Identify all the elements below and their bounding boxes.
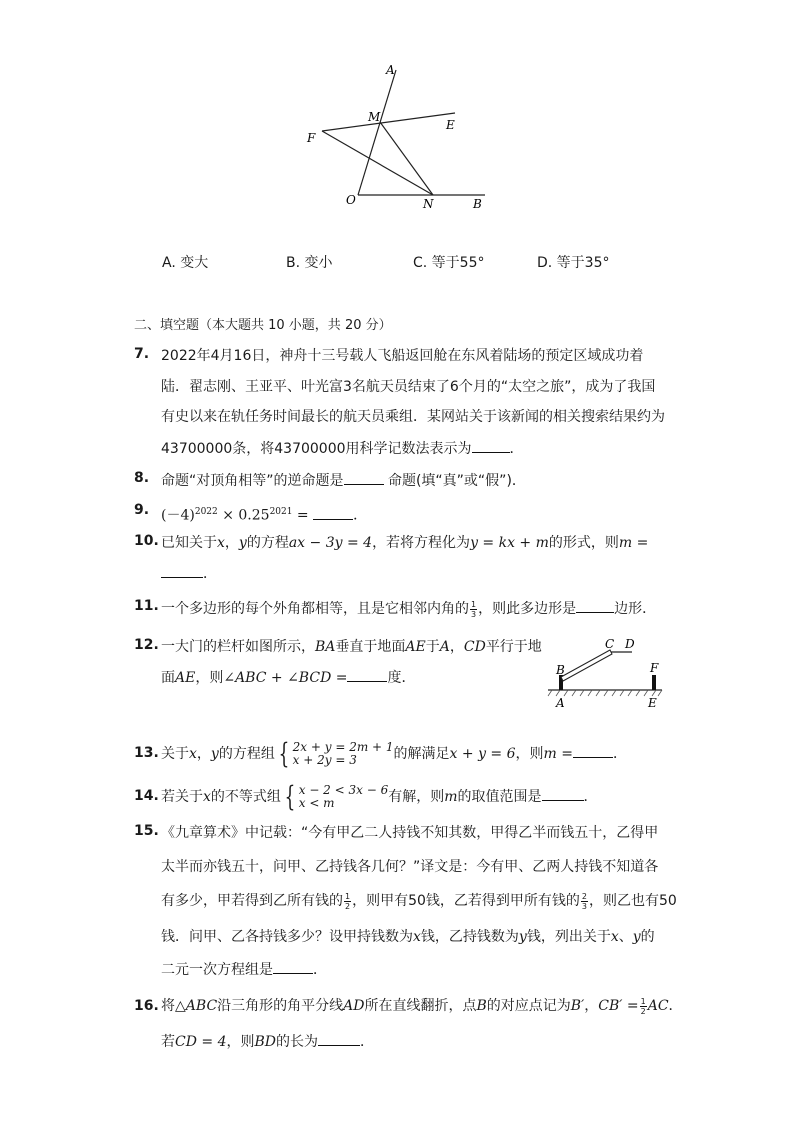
bar-BC [561,650,612,681]
q12-text-e: 平行于地 [485,639,542,655]
q15-var-y2: y [632,929,641,945]
q16-text-d: 的对应点记为 [486,998,571,1014]
q16-CD: CD = 4 [175,1034,227,1050]
q13-text-a: 关于 [161,746,189,762]
q12-CD: CD [463,639,486,655]
q15-var-x2: x [610,929,619,945]
q14-text-d: 的取值范围是 [457,789,542,805]
label-N: N [423,197,434,211]
q12-text-c: 于 [425,639,440,655]
q15-f1-den: 2 [345,901,351,911]
q15-text-f: 钱，列出关于 [526,929,611,945]
q16-CBprime: CB′ = [598,998,639,1014]
q7-number: 7. [134,346,150,362]
q9-eq: = [292,507,314,524]
fig-label-D: D [625,637,635,651]
q15-answer-blank[interactable] [273,959,313,974]
q9-line [161,502,367,526]
q10-number: 10. [134,533,159,549]
q16-text-c: 所在直线翻折，点 [364,998,477,1014]
q14-m: m [444,789,458,805]
q8-answer-blank[interactable] [344,470,384,485]
q12-line2 [161,667,415,688]
q7-line3: 有史以来在轨任务时间最长的航天员乘组．某网站关于该新闻的相关搜索结果约为 [161,409,665,425]
q11-line [161,598,656,619]
q12-BA: BA [315,639,336,655]
q15-text-i: 二元一次方程组是 [161,962,273,978]
q15-line2: 太半而亦钱五十，问甲、乙持钱各几何？”译文是：今有甲、乙两人持钱不知道各 [161,859,659,875]
q13-text-d: ，则 [515,746,544,762]
q15-f2-num: 2 [581,891,588,901]
q8-text-b: 命题(填“真”或“假”)． [383,473,526,489]
q14-var-x: x [203,789,211,805]
q12-A: A [439,639,450,655]
q15-text-h: 的 [640,929,655,945]
fig-label-B: B [556,663,565,677]
q14-text-c: 有解，则 [388,789,445,805]
fig-label-A: A [556,696,565,710]
q13-system: { 2x + y = 2m + 1 x + 2y = 3 [278,737,394,770]
q16-number: 16. [134,998,159,1014]
q10-equation: ax − 3y = 4 [288,535,373,551]
q13-var-y: y [210,746,219,762]
q15-text-a: 有多少，甲若得到乙所有钱的 [161,893,343,909]
q10-answer-blank[interactable] [161,563,203,578]
q16-end: ． [360,1034,374,1050]
q10-end: ． [203,566,217,582]
q7-line4 [161,438,524,459]
fig-label-E: E [648,696,657,710]
q16-text-i: 的长为 [276,1034,318,1050]
q13-m: m = [543,746,573,762]
q15-f2-den: 3 [581,901,588,911]
q11-text-a: 一个多边形的每个外角都相等，且是它相邻内角的 [161,601,469,617]
q11-fraction [470,600,477,619]
q13-line [161,737,627,771]
q15-line1: 《九章算术》中记载：“今有甲乙二人持钱不知其数，甲得乙半而钱五十，乙得甲 [161,825,659,841]
q8-line [161,470,526,491]
q16-fraction [640,997,647,1016]
option-d[interactable]: D. 等于35° [537,255,610,271]
q15-f1-num: 1 [345,891,351,901]
q9-exp1: 2022 [194,507,218,517]
line-OA [358,70,396,195]
q15-text-g: 、 [618,929,633,945]
line-FE [322,113,455,131]
q12-line1 [161,637,542,657]
fig-label-F: F [650,661,659,675]
q9-end: ． [353,507,368,524]
section-title: 二、填空题（本大题共 10 小题，共 20 分） [134,318,392,333]
q15-line3 [161,891,677,911]
label-B: B [473,197,482,211]
q11-frac-num: 1 [471,599,477,609]
q16-text-e: ， [584,998,599,1014]
q16-AC: AC [647,998,669,1014]
q13-eq1: 2x + y = 2m + 1 [292,740,394,754]
gate-figure [540,632,670,712]
q11-number: 11. [134,598,159,614]
q13-eq2: x + 2y = 3 [292,753,357,767]
q14-answer-blank[interactable] [542,786,584,801]
q10-var-x: x [217,535,225,551]
q15-number: 15. [134,823,159,839]
q14-ineq1: x − 2 < 3x − 6 [298,783,389,797]
q15-text-d: 钱．问甲、乙各持钱多少？设甲持钱数为 [161,929,413,945]
q15-text-b: ，则甲有50钱，乙若得到甲所有钱的 [352,893,580,909]
q16-line1 [161,996,683,1016]
q14-end: ． [583,789,598,805]
q7-line4-text: 43700000条，将43700000用科学记数法表示为 [161,441,472,457]
q16-ABC: ABC [185,998,218,1014]
option-c[interactable]: C. 等于55° [413,255,485,271]
q13-number: 13. [134,745,159,761]
q12-AE: AE [405,639,426,655]
q16-text-a: 将△ [161,998,186,1014]
q12-text-b: 垂直于地面 [335,639,406,655]
q10-text-a: 已知关于 [161,535,217,551]
q16-BD: BD [254,1034,276,1050]
q13-var-x: x [189,746,197,762]
q10-line1 [161,533,648,553]
q16-text-h: ，则 [226,1034,255,1050]
q13-end: ． [613,746,627,762]
q9-number: 9. [134,502,150,518]
option-a[interactable]: A. 变大 [162,255,209,271]
q13-condition: x + y = 6 [449,746,516,762]
label-A: A [386,63,395,77]
q16-B: B [476,998,487,1014]
q13-text-b: 的方程组 [218,746,275,762]
q14-number: 14. [134,788,159,804]
q7-line2: 陆．翟志刚、王亚平、叶光富3名航天员结束了6个月的“太空之旅”，成为了我国 [161,379,656,395]
q10-text-c: ，若将方程化为 [372,535,471,551]
q15-text-e: 钱，乙持钱数为 [420,929,519,945]
q10-m: m = [618,535,649,551]
q8-text-a: 命题“对顶角相等”的逆命题是 [161,473,344,489]
q12-expression: ∠ABC + ∠BCD = [223,670,348,686]
option-b[interactable]: B. 变小 [286,255,333,271]
q14-line [161,780,598,814]
q16-text-f: ． [668,998,683,1014]
q7-line1: 2022年4月16日，神舟十三号载人飞船返回舱在东风着陆场的预定区域成功着 [161,348,644,364]
q16-line2 [161,1031,374,1052]
q15-end: ． [313,962,327,978]
q11-text-c: 边形． [614,601,657,617]
q12-answer-blank[interactable] [347,667,387,682]
q14-text-a: 若关于 [161,789,203,805]
q16-answer-blank[interactable] [318,1031,360,1046]
q16-text-g: 若 [161,1034,175,1050]
q15-line5 [161,959,327,980]
label-F: F [307,131,316,145]
q12-number: 12. [134,637,159,653]
q10-text-b: 的方程 [246,535,289,551]
q9-exp2: 2021 [269,507,293,517]
q11-frac-den: 3 [471,609,477,619]
q12-text-d: ， [449,639,464,655]
q10-form: y = kx + m [470,535,549,551]
label-M: M [368,110,381,124]
q15-fraction-1 [344,892,351,911]
post-FE [652,675,656,690]
q12-text-f: 面 [161,670,175,686]
q16-frac-den: 2 [640,1006,646,1016]
label-O: O [346,193,356,207]
q12-text-a: 一大门的栏杆如图所示， [161,639,315,655]
q10-line2 [161,563,217,584]
q11-text-b: ，则此多边形是 [478,601,577,617]
q16-Bprime: B′ [570,998,585,1014]
label-E: E [446,118,455,132]
q9-base2: × 0.25 [217,507,270,524]
q14-ineq2: x < m [298,796,335,810]
q10-var-y: y [238,535,247,551]
q12-text-h: 度． [387,670,416,686]
q16-AD: AD [343,998,365,1014]
angle-figure [300,58,500,218]
q9-answer-blank[interactable] [313,505,353,520]
q12-AE-2: AE [175,670,196,686]
fig-label-C: C [605,637,615,651]
q9-base1: (－4) [161,507,195,524]
q16-frac-num: 1 [640,996,646,1006]
q12-text-g: ，则 [195,670,224,686]
q7-line4-end: ． [509,441,524,457]
q15-fraction-2 [581,892,588,911]
q14-system: { x − 2 < 3x − 6 x < m [284,780,389,813]
q8-number: 8. [134,470,150,486]
line-MN [380,122,433,195]
q15-text-c: ，则乙也有50 [589,893,677,909]
q14-text-b: 的不等式组 [210,789,281,805]
q15-line4 [161,927,655,947]
q15-var-x: x [413,929,421,945]
line-FN [322,131,433,195]
q13-answer-blank[interactable] [573,743,613,758]
q11-answer-blank[interactable] [576,598,614,613]
q13-comma: ， [196,746,211,762]
q15-var-y: y [518,929,527,945]
q16-text-b: 沿三角形的角平分线 [217,998,344,1014]
q7-answer-blank[interactable] [472,438,510,453]
q10-text-d: 的形式，则 [548,535,619,551]
q13-text-c: 的解满足 [393,746,450,762]
q10-comma: ， [224,535,239,551]
